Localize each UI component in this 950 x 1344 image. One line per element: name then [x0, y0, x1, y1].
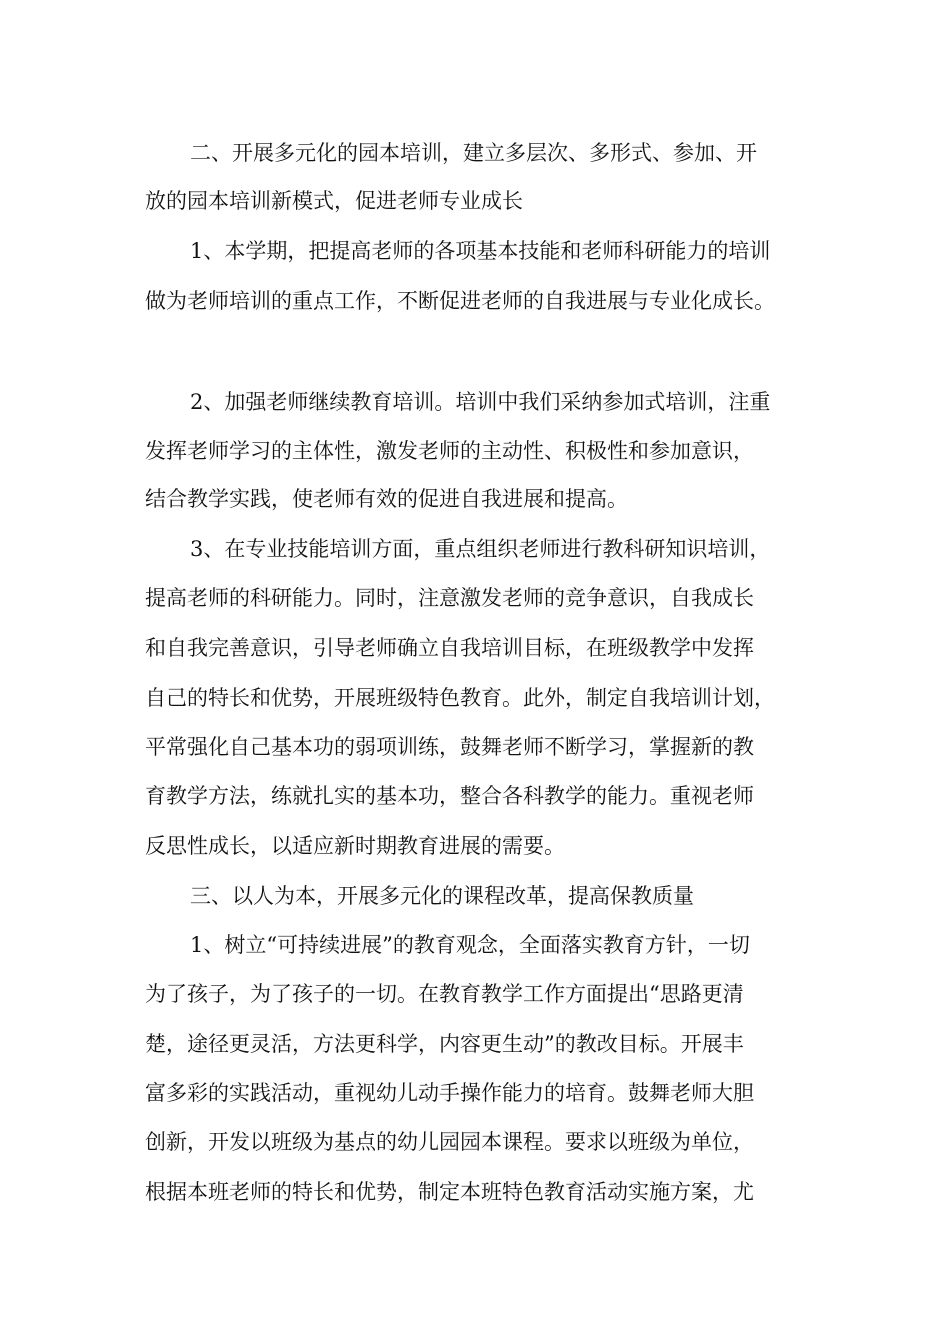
text-line: 根据本班老师的特长和优势，制定本班特色教育活动实施方案，尤: [145, 1180, 754, 1204]
text-line: 楚，途径更灵活，方法更科学，内容更生动”的教改目标。开展丰: [145, 1032, 744, 1056]
text-line: 放的园本培训新模式，促进老师专业成长: [145, 189, 523, 213]
text-line: 和自我完善意识，引导老师确立自我培训目标，在班级教学中发挥: [145, 636, 754, 660]
text-line: 3、在专业技能培训方面，重点组织老师进行教科研知识培训，: [190, 537, 771, 561]
text-line: 为了孩子，为了孩子的一切。在教育教学工作方面提出“思路更清: [145, 982, 744, 1006]
text-line: 反思性成长，以适应新时期教育进展的需要。: [145, 834, 565, 858]
text-line: 1、树立“可持续进展”的教育观念，全面落实教育方针，一切: [190, 933, 750, 957]
text-line: 创新，开发以班级为基点的幼儿园园本课程。要求以班级为单位，: [145, 1130, 754, 1154]
text-line: 自己的特长和优势，开展班级特色教育。此外，制定自我培训计划，: [145, 686, 775, 710]
text-line: 提高老师的科研能力。同时，注意激发老师的竞争意识，自我成长: [145, 586, 754, 610]
text-line: 做为老师培训的重点工作，不断促进老师的自我进展与专业化成长。: [145, 289, 775, 313]
text-line: 富多彩的实践活动，重视幼儿动手操作能力的培育。鼓舞老师大胆: [145, 1081, 754, 1105]
text-line: 育教学方法，练就扎实的基本功，整合各科教学的能力。重视老师: [145, 784, 754, 808]
text-line: 平常强化自己基本功的弱项训练，鼓舞老师不断学习，掌握新的教: [145, 735, 754, 759]
text-line: 二、开展多元化的园本培训，建立多层次、多形式、参加、开: [190, 141, 757, 165]
text-line: 2、加强老师继续教育培训。培训中我们采纳参加式培训，注重: [190, 390, 771, 414]
text-line: 三、以人为本，开展多元化的课程改革，提高保教质量: [190, 884, 694, 908]
text-line: 1、本学期，把提高老师的各项基本技能和老师科研能力的培训: [190, 239, 771, 263]
text-line: 结合教学实践，使老师有效的促进自我进展和提高。: [145, 487, 628, 511]
text-line: 发挥老师学习的主体性，激发老师的主动性、积极性和参加意识，: [145, 439, 754, 463]
